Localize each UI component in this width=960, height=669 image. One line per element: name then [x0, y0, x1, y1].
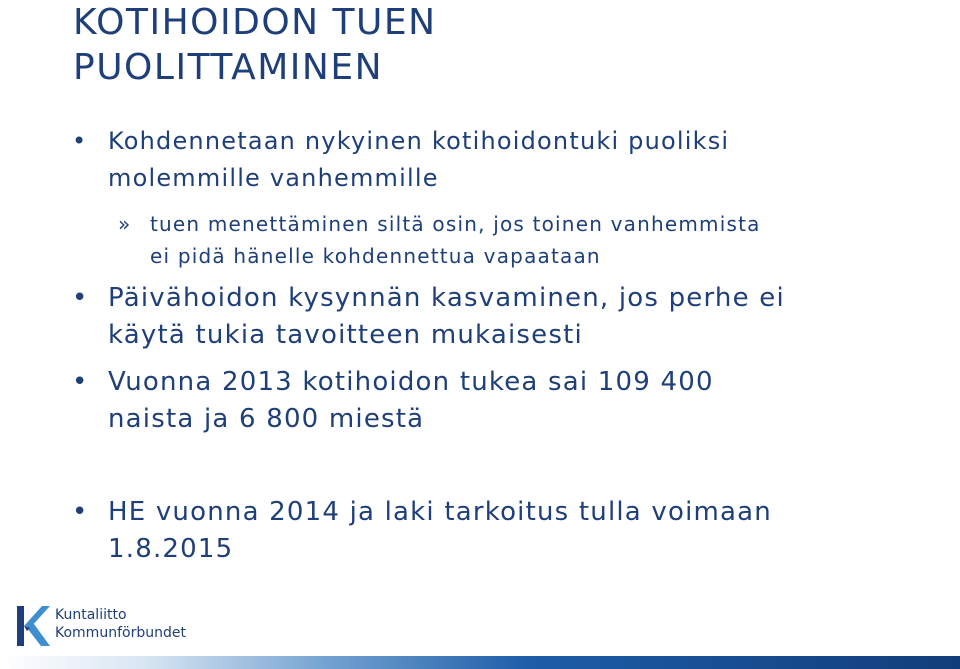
- bullet-text-line: 1.8.2015: [108, 534, 234, 564]
- bullet-text-line: käytä tukia tavoitteen mukaisesti: [108, 320, 583, 350]
- kuntaliitto-logo: [15, 604, 215, 650]
- bullet-text: [108, 494, 928, 568]
- logo-wordmark-line-2: Kommunförbundet: [55, 625, 186, 641]
- sub-bullet-marker: »: [118, 212, 131, 236]
- bullet-text-line: HE vuonna 2014 ja laki tarkoitus tulla voimaan: [108, 497, 772, 527]
- bullet-text-line: naista ja 6 800 miestä: [108, 404, 425, 434]
- footer-gradient-bar: [0, 656, 960, 669]
- logo-wordmark-line-1: Kuntaliitto: [55, 607, 127, 623]
- kuntaliitto-k-logo-icon: [15, 604, 51, 648]
- bullet-text: [108, 364, 928, 438]
- sub-bullet-text: [150, 208, 940, 272]
- bullet-marker: •: [72, 127, 87, 155]
- bullet-text-line: Kohdennetaan nykyinen kotihoidontuki puoliksi: [108, 127, 730, 155]
- sub-bullet-text-line: ei pidä hänelle kohdennettua vapaataan: [150, 244, 601, 268]
- bullet-text-line: Päivähoidon kysynnän kasvaminen, jos perhe ei: [108, 283, 785, 313]
- bullet-text-line: Vuonna 2013 kotihoidon tukea sai 109 400: [108, 367, 714, 397]
- bullet-marker: •: [72, 367, 88, 397]
- bullet-text: [108, 280, 928, 354]
- logo-wordmark: [55, 606, 186, 642]
- sub-bullet-text-line: tuen menettäminen siltä osin, jos toinen vanhemmista: [150, 212, 761, 236]
- bullet-text: [108, 123, 928, 197]
- bullet-marker: •: [72, 497, 88, 527]
- bullet-text-line: molemmille vanhemmille: [108, 164, 439, 192]
- slide-title-line-2: PUOLITTAMINEN: [73, 47, 384, 88]
- bullet-marker: •: [72, 283, 88, 313]
- slide-title-line-1: KOTIHOIDON TUEN: [73, 2, 437, 43]
